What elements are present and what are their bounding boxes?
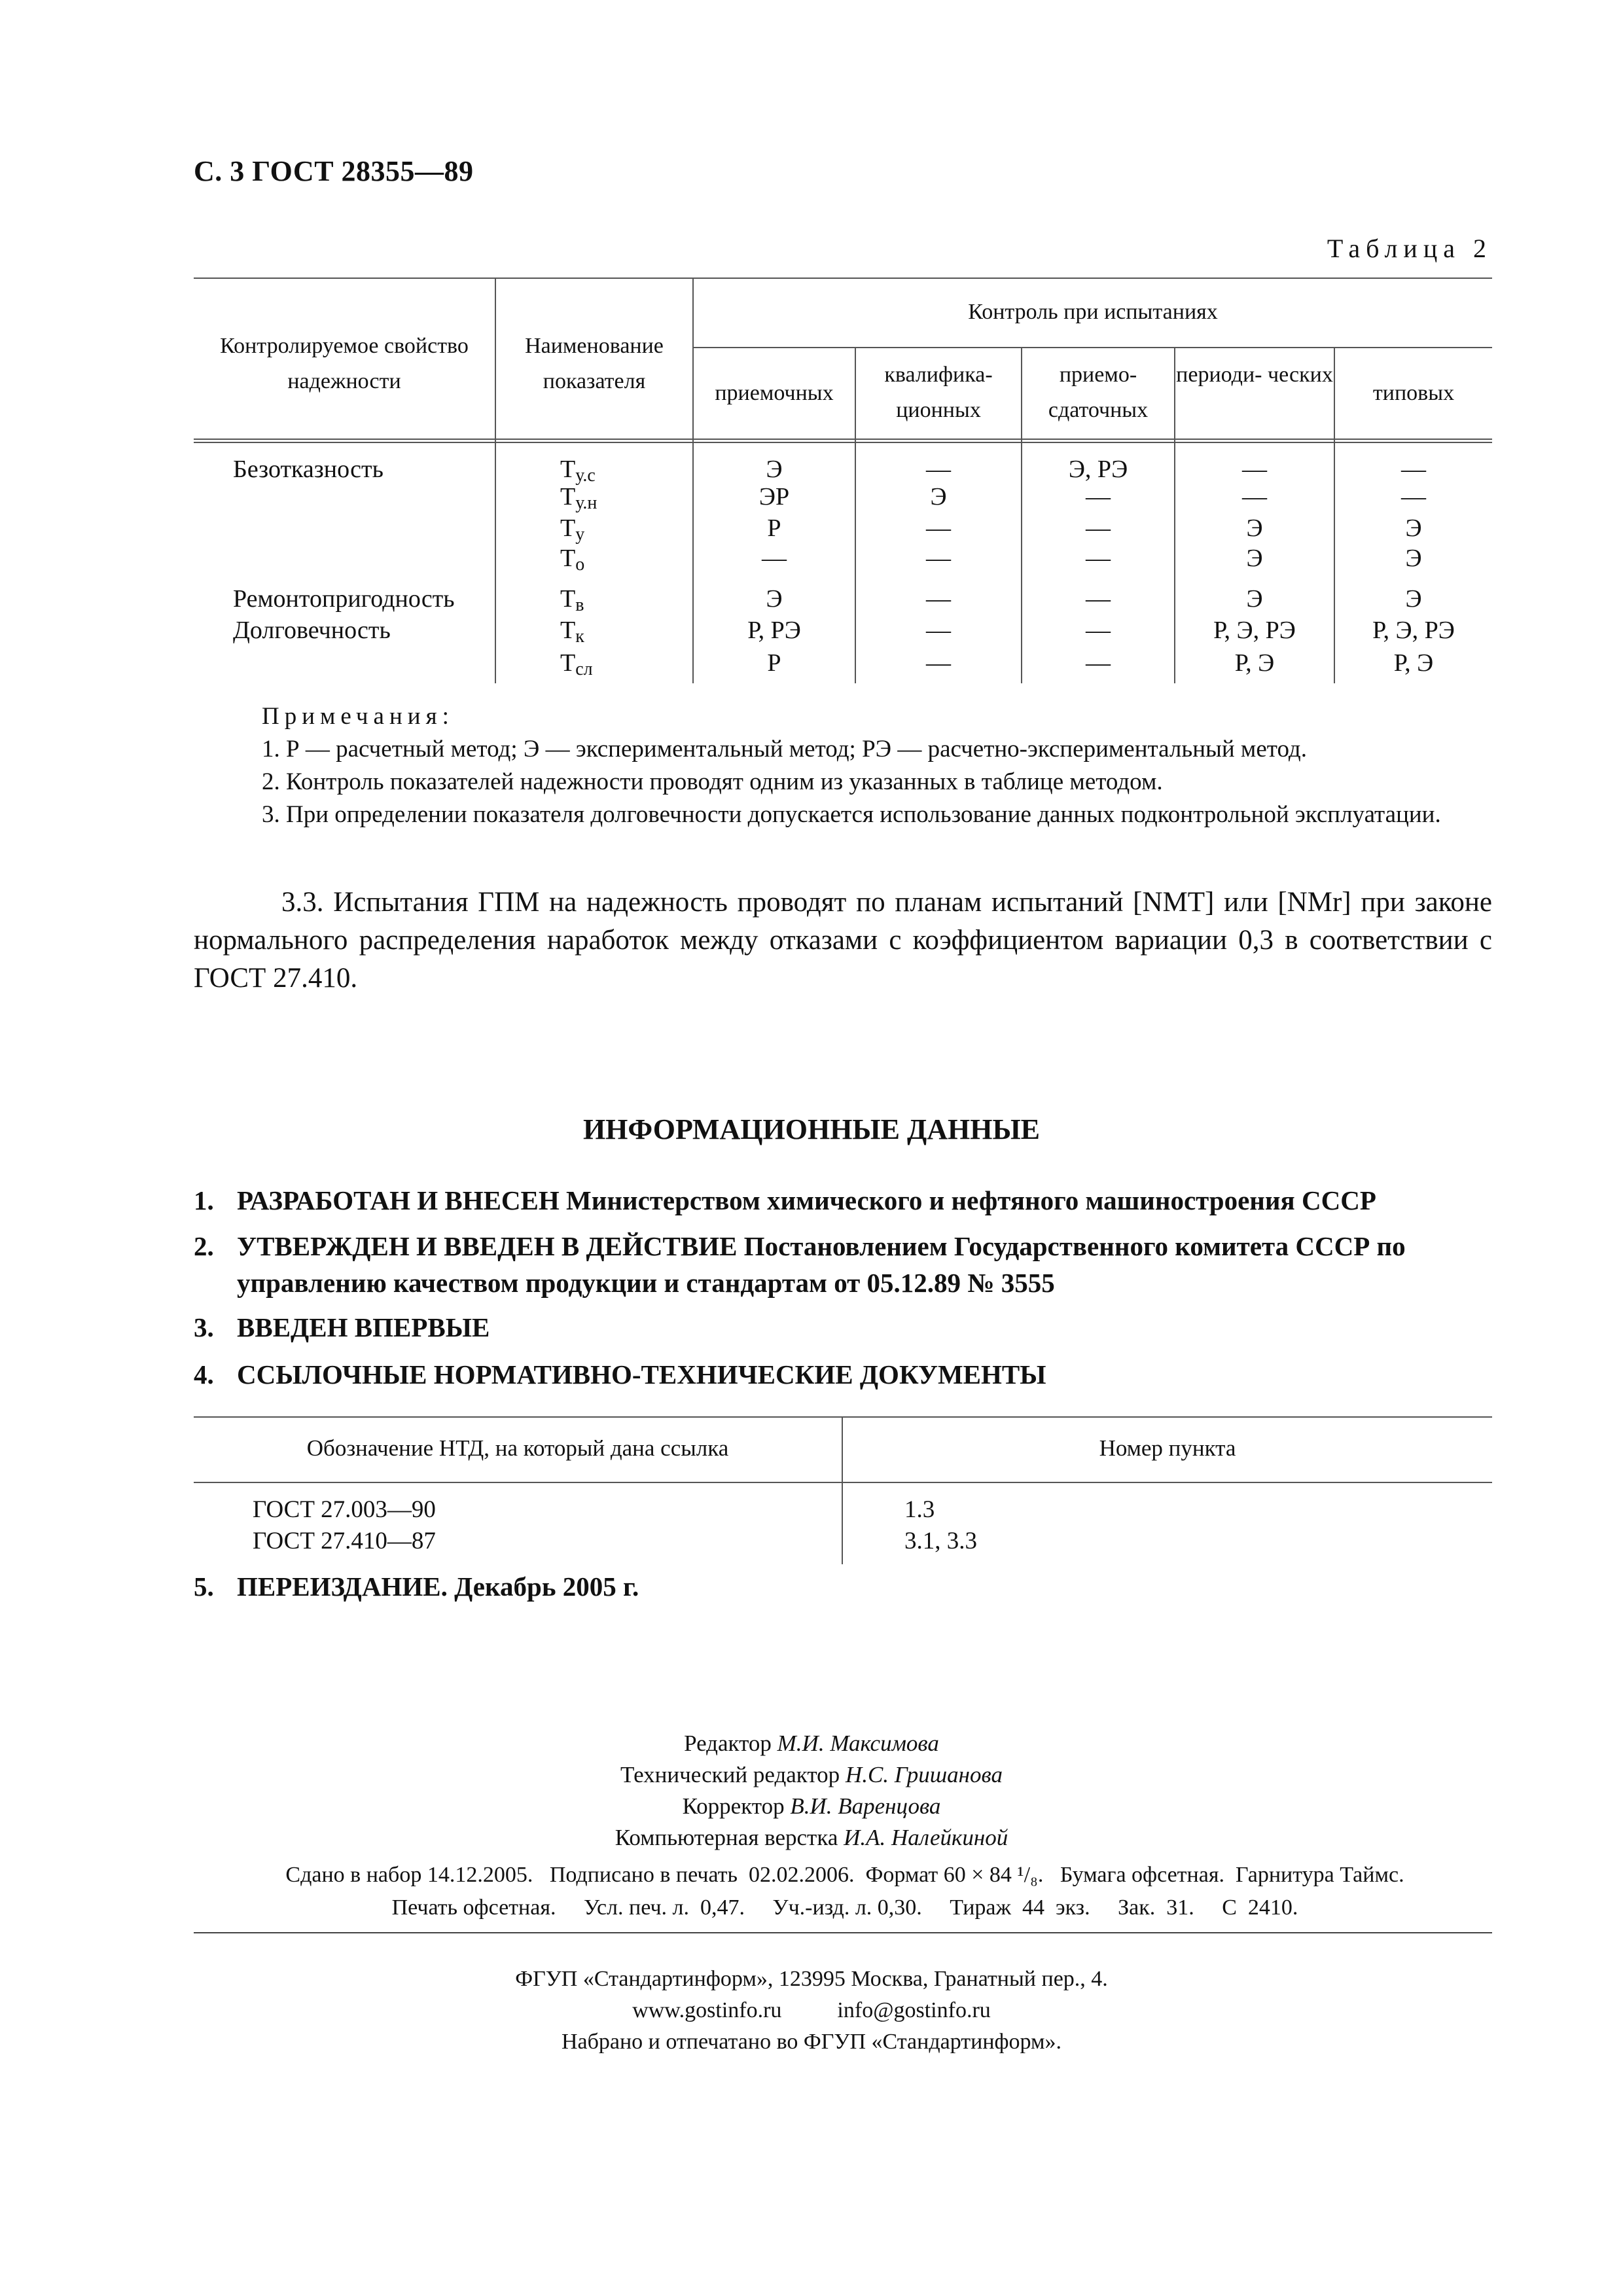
publisher-line-3: Набрано и отпечатано во ФГУП «Стандартинформ». (561, 2030, 1062, 2054)
row-value: — (926, 514, 951, 542)
row-value: Э, РЭ (1068, 456, 1128, 483)
row-value: — (1086, 617, 1111, 644)
note-1: 1. Р — расчетный метод; Э — экспериментальный метод; РЭ — расчетно-экспериментальный метод. (262, 736, 1307, 762)
credit-label: Компьютерная верстка (615, 1825, 838, 1850)
table-notes (194, 700, 1496, 831)
table-caption: Таблица 2 (1327, 234, 1492, 263)
row-value: Э (766, 456, 783, 483)
info-item-5 (194, 1568, 1496, 1605)
indicator-symbol: Т (560, 483, 576, 511)
credit-layout (0, 1822, 1623, 1854)
row-value: Р (767, 514, 781, 542)
header-property: Контролируемое свойство надежности (220, 334, 469, 393)
table-header-rule (194, 439, 1492, 443)
reliability-control-table (194, 278, 1492, 683)
info-item-text: УТВЕРЖДЕН И ВВЕДЕН В ДЕЙСТВИЕ Постановлением Государственного комитета СССР по управлению качеством продукции и стандартам от 05.12.89 № 3555 (237, 1231, 1406, 1298)
row-value: Э (1405, 545, 1422, 572)
credit-label: Корректор (682, 1793, 785, 1819)
editorial-credits (0, 1728, 1623, 1854)
credit-label: Технический редактор (620, 1762, 840, 1787)
info-item-number: 1. (194, 1185, 214, 1215)
table-group-rule (692, 347, 1492, 348)
info-item-1 (194, 1182, 1496, 1219)
indicator-subscript: у (575, 524, 585, 545)
row-value: — (1242, 483, 1267, 511)
info-item-2 (194, 1228, 1496, 1301)
ref-doc-1: ГОСТ 27.003—90 (253, 1496, 436, 1523)
reference-documents-table (194, 1416, 1492, 1568)
info-title: ИНФОРМАЦИОННЫЕ ДАННЫЕ (582, 1113, 1041, 1145)
credit-person: М.И. Максимова (777, 1731, 939, 1756)
print-imprint (194, 1859, 1496, 1924)
indicator-symbol: Т (560, 545, 576, 572)
row-value: Р, Э, РЭ (1213, 617, 1296, 644)
credit-person: В.И. Варенцова (790, 1793, 941, 1819)
ref-header-doc: Обозначение НТД, на который дана ссылка (306, 1435, 729, 1461)
row-value: Р, Э (1234, 649, 1275, 677)
indicator-symbol: Т (560, 514, 576, 542)
row-value: — (926, 649, 951, 677)
note-3: 3. При определении показателя долговечности допускается использование данных подконтрольной эксплуатации. (262, 801, 1441, 828)
row-value: — (1401, 456, 1426, 483)
row-value: — (1086, 483, 1111, 511)
credit-editor (0, 1728, 1623, 1759)
note-2: 2. Контроль показателей надежности проводят одним из указанных в таблице методом. (262, 768, 1163, 795)
ref-clause-2: 3.1, 3.3 (904, 1528, 977, 1554)
ref-table-top-rule (194, 1416, 1492, 1418)
info-item-3 (194, 1309, 1496, 1346)
row-property: Безотказность (233, 456, 383, 483)
indicator-subscript: сл (575, 659, 593, 679)
table-top-rule (194, 278, 1492, 279)
indicator-symbol: Т (560, 617, 576, 644)
credit-label: Редактор (684, 1731, 772, 1756)
info-item-text: ПЕРЕИЗДАНИЕ. Декабрь 2005 г. (237, 1571, 639, 1602)
row-property: Ремонтопригодность (233, 585, 455, 613)
row-value: — (1086, 585, 1111, 613)
row-value: Э (930, 483, 947, 511)
row-value: Р, РЭ (747, 617, 801, 644)
row-value: Р, Э (1393, 649, 1434, 677)
ref-header-clause: Номер пункта (1099, 1435, 1236, 1461)
credit-tech-editor (0, 1759, 1623, 1791)
credit-corrector (0, 1791, 1623, 1822)
row-value: — (926, 545, 951, 572)
credit-person: Н.С. Гришанова (845, 1762, 1003, 1787)
section-3-3: 3.3. Испытания ГПМ на надежность проводят по планам испытаний [NMT] или [NMr] при законе нормального распределения наработок между отказами с коэффициентом вариации 0,3 в соответствии с ГОСТ 27.410. (194, 887, 1492, 994)
row-value: Р, Э, РЭ (1372, 617, 1455, 644)
header-control-group: Контроль при испытаниях (968, 300, 1218, 324)
indicator-subscript: о (575, 554, 585, 575)
ref-table-header-rule (194, 1482, 1492, 1483)
indicator-symbol: Т (560, 585, 576, 613)
footer-rule (194, 1932, 1492, 1933)
indicator-subscript: у.н (575, 493, 597, 513)
page-header: С. 3 ГОСТ 28355—89 (194, 155, 474, 187)
row-value: — (1086, 514, 1111, 542)
row-value: — (762, 545, 787, 572)
header-handover: приемо- сдаточных (1048, 363, 1149, 422)
row-property: Долговечность (233, 617, 391, 644)
row-value: — (926, 585, 951, 613)
info-item-text: ВВЕДЕН ВПЕРВЫЕ (237, 1312, 490, 1342)
credit-person: И.А. Налейкиной (844, 1825, 1008, 1850)
row-value: Р (767, 649, 781, 677)
row-value: — (1086, 649, 1111, 677)
info-item-4 (194, 1356, 1496, 1393)
row-value: Э (1246, 545, 1263, 572)
row-value: Э (1246, 585, 1263, 613)
row-indicator (560, 647, 593, 686)
indicator-subscript: в (575, 595, 584, 615)
row-value: Э (766, 585, 783, 613)
imprint-line-2: Печать офсетная. Усл. печ. л. 0,47. Уч.-изд. л. 0,30. Тираж 44 экз. Зак. 31. С 2410. (391, 1895, 1298, 1920)
row-value: — (1086, 545, 1111, 572)
indicator-subscript: к (575, 626, 584, 647)
publisher-line-1: ФГУП «Стандартинформ», 123995 Москва, Гранатный пер., 4. (515, 1967, 1108, 1991)
row-value: Э (1405, 585, 1422, 613)
row-value: — (1401, 483, 1426, 511)
indicator-subscript: у.с (575, 465, 596, 486)
header-qualification: квалифика- ционных (884, 363, 993, 422)
header-acceptance: приемочных (715, 381, 834, 405)
row-value: — (926, 456, 951, 483)
notes-title: Примечания: (262, 703, 454, 730)
indicator-symbol: Т (560, 649, 576, 677)
publisher-line-2: www.gostinfo.ru info@gostinfo.ru (632, 1998, 991, 2022)
info-item-text: ССЫЛОЧНЫЕ НОРМАТИВНО-ТЕХНИЧЕСКИЕ ДОКУМЕНТЫ (237, 1359, 1046, 1390)
ref-clause-1: 1.3 (904, 1496, 935, 1523)
publisher-info (0, 1964, 1623, 2058)
info-item-number: 4. (194, 1359, 214, 1390)
row-indicator (560, 542, 584, 581)
imprint-line-1: Сдано в набор 14.12.2005. Подписано в печать 02.02.2006. Формат 60 × 84 ¹/₈. Бумага офсетная. Гарнитура Таймс. (285, 1863, 1404, 1887)
row-value: Э (1405, 514, 1422, 542)
row-value: — (926, 617, 951, 644)
info-item-number: 5. (194, 1571, 214, 1602)
row-value: Э (1246, 514, 1263, 542)
header-periodic: периоди- ческих (1176, 363, 1333, 387)
row-value: — (1242, 456, 1267, 483)
info-item-number: 3. (194, 1312, 214, 1342)
info-item-number: 2. (194, 1231, 214, 1261)
row-value: ЭР (758, 483, 790, 511)
indicator-symbol: Т (560, 456, 576, 483)
header-type: типовых (1372, 381, 1455, 405)
header-indicator: Наименование показателя (525, 334, 664, 393)
ref-doc-2: ГОСТ 27.410—87 (253, 1528, 436, 1554)
info-item-text: РАЗРАБОТАН И ВНЕСЕН Министерством химического и нефтяного машиностроения СССР (237, 1185, 1376, 1215)
